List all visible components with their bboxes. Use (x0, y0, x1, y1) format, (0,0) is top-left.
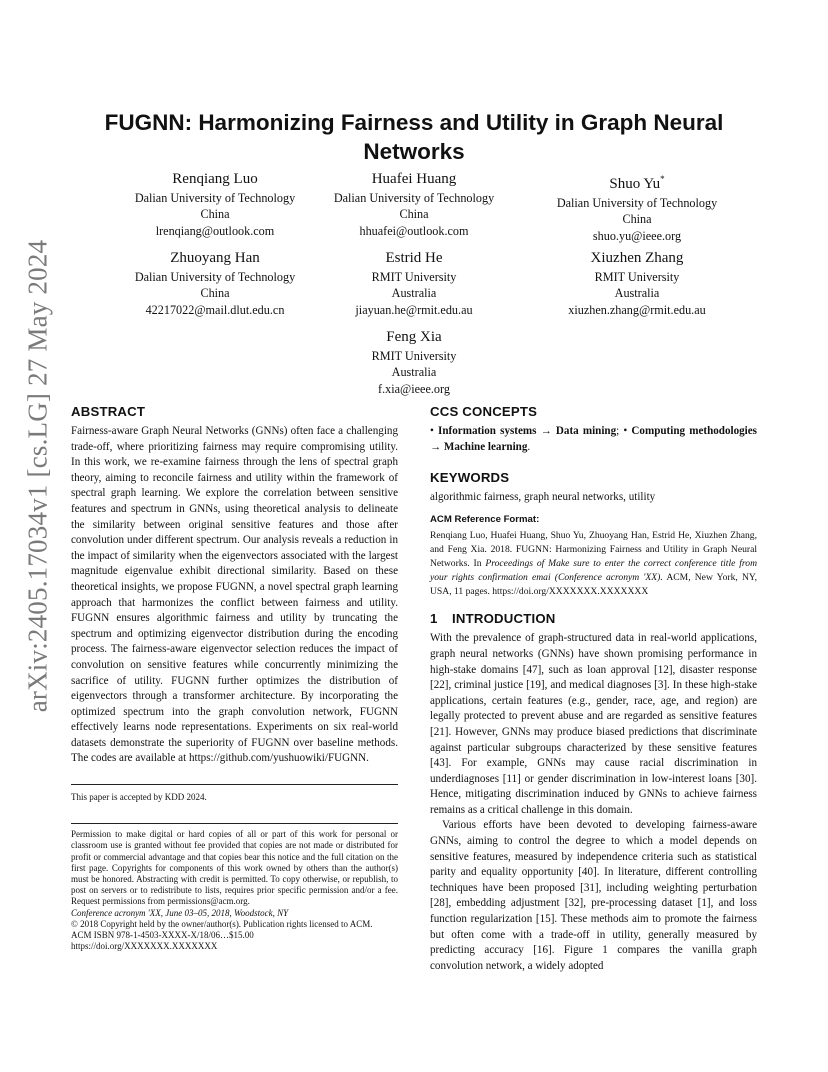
acm-ref-text (430, 529, 757, 598)
author-country: China (200, 207, 230, 222)
author-name: Feng Xia (386, 329, 442, 345)
author-email: 42217022@mail.dlut.edu.cn (145, 302, 285, 317)
ccs-text (430, 424, 757, 455)
doi-line[interactable]: https://doi.org/XXXXXXX.XXXXXXX (71, 941, 218, 952)
author-name: Zhuoyang Han (170, 250, 260, 266)
arxiv-stamp-text: arXiv:2405.17034v1 [cs.LG] 27 May 2024 (22, 239, 53, 713)
kdd-note: This paper is accepted by KDD 2024. (71, 792, 207, 803)
keywords-heading: KEYWORDS (430, 470, 510, 486)
intro-heading (430, 610, 757, 627)
author-block (309, 249, 519, 318)
author-block (532, 249, 742, 318)
left-column (71, 403, 398, 953)
author-block (110, 170, 320, 239)
abstract-heading: ABSTRACT (71, 404, 146, 419)
ccs-bullet: • (430, 425, 434, 437)
author-email: hhuafei@outlook.com (359, 223, 469, 238)
acm-ref-pre: Renqiang Luo, Huafei Huang, Shuo Yu, Zhuoyang Han, Estrid He, Xiuzhen Zhang, and Feng Xia. 2018. FUGNN: Harmonizing Fairness and Utility in Graph Neural Networks. In (430, 530, 757, 569)
ccs-heading: CCS CONCEPTS (430, 404, 538, 419)
author-email: shuo.yu@ieee.org (592, 228, 682, 243)
ccs-bullet: • (623, 425, 628, 437)
isbn-line: ACM ISBN 978-1-4503-XXXX-X/18/06…$15.00 (71, 930, 254, 941)
author-email: lrenqiang@outlook.com (155, 223, 275, 238)
footnote-rule (71, 784, 398, 785)
ccs-item-1: Information systems → Data mining (438, 425, 617, 437)
author-affiliation: RMIT University (594, 270, 680, 284)
author-email: xiuzhen.zhang@rmit.edu.au (568, 302, 706, 317)
conference-line: Conference acronym 'XX, June 03–05, 2018, Woodstock, NY (71, 907, 289, 918)
right-column (430, 403, 757, 974)
author-country: China (200, 286, 230, 301)
ccs-item-2: Computing methodologies → Machine learning (430, 425, 757, 453)
author-country: Australia (391, 365, 437, 380)
ccs-end: . (527, 440, 531, 453)
author-name: Estrid He (385, 250, 443, 266)
author-block (309, 170, 519, 239)
permission-rule (71, 823, 398, 824)
intro-paragraph-1: With the prevalence of graph-structured data in real-world applications, graph neural networks (GNNs) have shown promising performance in high-stake domains [47], such as loan approval [12], disaster response [22], criminal justice [19], and medical diagnoses [3]. In these high-stake applications, certain features (e.g., gender, race, age, and region) are legally protected to prevent abuse and are regarded as sensitive features [21]. However, GNNs may produce biased predictions that discriminate against particular subgroups characterized by these sensitive features [43]. For example, GNNs may cause racial discrimination in underdiagnoses [11] or gender discrimination in low-interest loans [30]. Hence, mitigating discrimination induced by GNNs to achieve fairness remains as a critical challenge in this domain. (430, 632, 757, 816)
author-affiliation: Dalian University of Technology (134, 270, 296, 284)
author-block (532, 170, 742, 244)
author-affiliation: Dalian University of Technology (333, 191, 495, 205)
author-email: jiayuan.he@rmit.edu.au (355, 302, 473, 317)
author-name (532, 170, 742, 194)
intro-paragraph-2: Various efforts have been devoted to developing fairness-aware GNNs, aiming to control the degree to which a model depends on sensitive features, measured by independence criteria such as statistical parity and equality opportunity [40]. In literature, different controlling techniques have been proposed [31], including weighting perturbation [28], embedding adjustment [32], pre-processing dataset [1], and loss function regularization [15]. These methods aim to promote the fairness but often come with a trade-off in utility, generally measured by predicting accuracy [16]. Figure 1 compares the vanilla graph convolution network, a widely adopted (430, 819, 757, 972)
author-name: Renqiang Luo (172, 171, 258, 187)
intro-heading-text: INTRODUCTION (452, 611, 556, 627)
author-name: Xiuzhen Zhang (590, 250, 684, 266)
author-block (110, 249, 320, 318)
author-country: Australia (391, 286, 437, 301)
author-block (309, 328, 519, 397)
paper-title: FUGNN: Harmonizing Fairness and Utility in Graph Neural Networks (104, 110, 724, 164)
ccs-separator: ; (616, 425, 624, 437)
keywords-text: algorithmic fairness, graph neural networks, utility (430, 491, 656, 504)
abstract-text: Fairness-aware Graph Neural Networks (GNNs) often face a challenging trade-off, where prioritizing fairness may require compromising utility. In this work, we re-examine fairness through the lens of spectral graph theory, aiming to reconcile fairness and utility within the framework of spectral graph learning. We explore the correlation between sensitive features and spectrum in GNNs, using theoretical analysis to delineate the similarity between original sensitive features and those after convolution under different spectrum. Our analysis reveals a reduction in the impact of similarity when the eigenvectors associated with the largest magnitude eigenvalue exhibit directional similarity. Based on these theoretical insights, we propose FUGNN, a novel spectral graph learning approach that harmonizes the conflict between fairness and utility. FUGNN ensures algorithmic fairness and utility by truncating the spectrum and optimizing eigenvector distribution during the encoding process. The fairness-aware eigenvector selection reduces the impact of convolution on sensitive features while concurrently minimizing the sacrifice of utility. FUGNN further optimizes the distribution of eigenvectors through a transformer architecture. By incorporating the optimized spectrum into the graph convolution network, FUGNN effectively learns node representations. Experiments on six real-world datasets demonstrate the superiority of FUGNN over baseline methods. The codes are available at https://github.com/yushuowiki/FUGNN. (71, 425, 398, 765)
author-name: Huafei Huang (371, 171, 457, 187)
author-name-text: Shuo Yu (609, 176, 661, 192)
permission-block (71, 829, 398, 952)
acm-ref-heading: ACM Reference Format: (430, 513, 540, 525)
acm-ref-post: ACM, New York, NY, USA, 11 pages. https://doi.org/XXXXXXX.XXXXXXX (430, 571, 757, 597)
author-affiliation: RMIT University (371, 270, 457, 284)
intro-number: 1 (430, 611, 438, 627)
permission-note: Permission to make digital or hard copies of all or part of this work for personal or classroom use is granted without fee provided that copies are not made or distributed for profit or commercial advantage and that copies bear this notice and the full citation on the first page. Copyrights for components of this work owned by others than the author(s) must be honored. Abstracting with credit is permitted. To copy otherwise, or republish, to post on servers or to redistribute to lists, requires prior specific permission and/or a fee. Request permissions from permissions@acm.org. (71, 829, 398, 907)
author-country: China (622, 212, 652, 227)
author-affiliation: RMIT University (371, 349, 457, 363)
copyright-line: © 2018 Copyright held by the owner/author(s). Publication rights licensed to ACM. (71, 918, 373, 929)
author-affiliation: Dalian University of Technology (134, 191, 296, 205)
acm-ref-italic: Proceedings of Make sure to enter the correct conference title from your rights confirmation emai (Conference acronym 'XX). (430, 557, 758, 583)
author-affiliation: Dalian University of Technology (556, 196, 718, 210)
corresponding-mark: * (660, 174, 665, 184)
author-email: f.xia@ieee.org (378, 381, 450, 396)
author-country: China (399, 207, 429, 222)
author-country: Australia (614, 286, 660, 301)
arxiv-stamp (20, 239, 56, 713)
